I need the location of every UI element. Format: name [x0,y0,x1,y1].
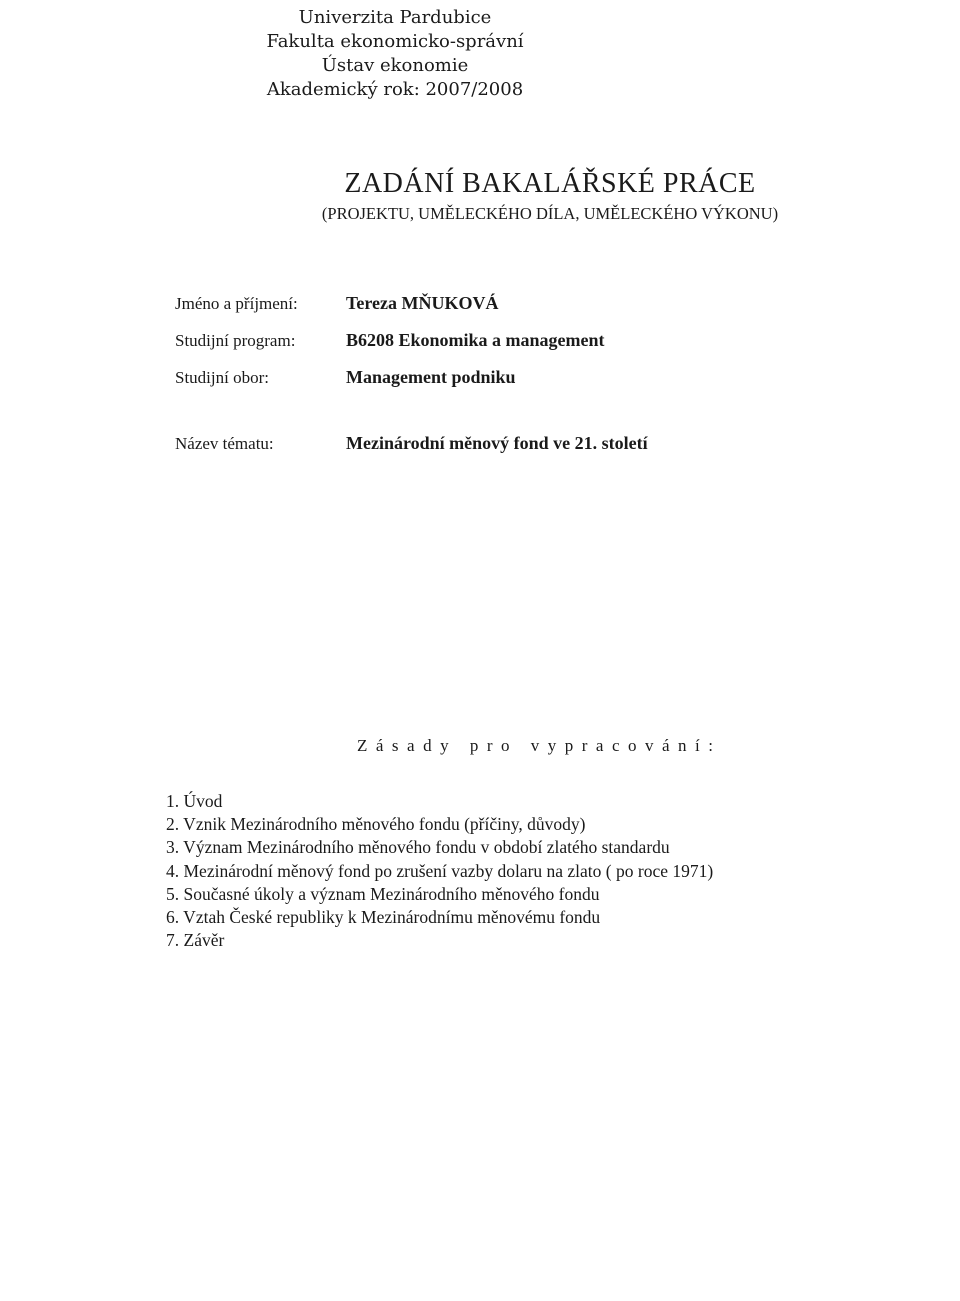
document-header [0,6,960,102]
student-info [175,285,605,396]
institute-name: Ústav ekonomie [321,55,469,76]
document-subtitle: (PROJEKTU, UMĚLECKÉHO DÍLA, UMĚLECKÉHO VÝKONU) [321,204,779,223]
list-item: 1. Úvod [166,791,223,811]
name-value: Tereza MŇUKOVÁ [346,293,499,313]
program-value: B6208 Ekonomika a management [346,330,605,350]
list-item: 7. Závěr [166,930,225,951]
guidelines-heading: Zásady pro vypracování: [357,736,722,755]
title-block [0,166,960,226]
list-item: 3. Význam Mezinárodního měnového fondu v období zlatého standardu [166,837,670,858]
program-label: Studijní program: [175,330,296,350]
guidelines-list [166,790,713,952]
document-title: ZADÁNÍ BAKALÁŘSKÉ PRÁCE [344,168,756,199]
info-row-field [175,359,605,396]
topic-row [175,433,648,454]
academic-year: Akademický rok: 2007/2008 [266,79,524,100]
list-item: 4. Mezinárodní měnový fond po zrušení vazby dolaru na zlato ( po roce 1971) [166,860,714,881]
info-row-program [175,322,605,359]
list-item: 5. Současné úkoly a význam Mezinárodního měnového fondu [166,883,600,904]
faculty-name: Fakulta ekonomicko-správní [266,31,524,52]
topic-value: Mezinárodní měnový fond ve 21. století [346,433,648,453]
field-value: Management podniku [346,367,516,387]
topic-label: Název tématu: [175,433,274,453]
field-label: Studijní obor: [175,367,269,387]
name-label: Jméno a příjmení: [175,293,298,313]
university-name: Univerzita Pardubice [298,7,492,28]
list-item: 6. Vztah České republiky k Mezinárodnímu měnovému fondu [166,907,601,928]
list-item: 2. Vznik Mezinárodního měnového fondu (příčiny, důvody) [166,814,586,835]
info-row-name [175,285,605,322]
